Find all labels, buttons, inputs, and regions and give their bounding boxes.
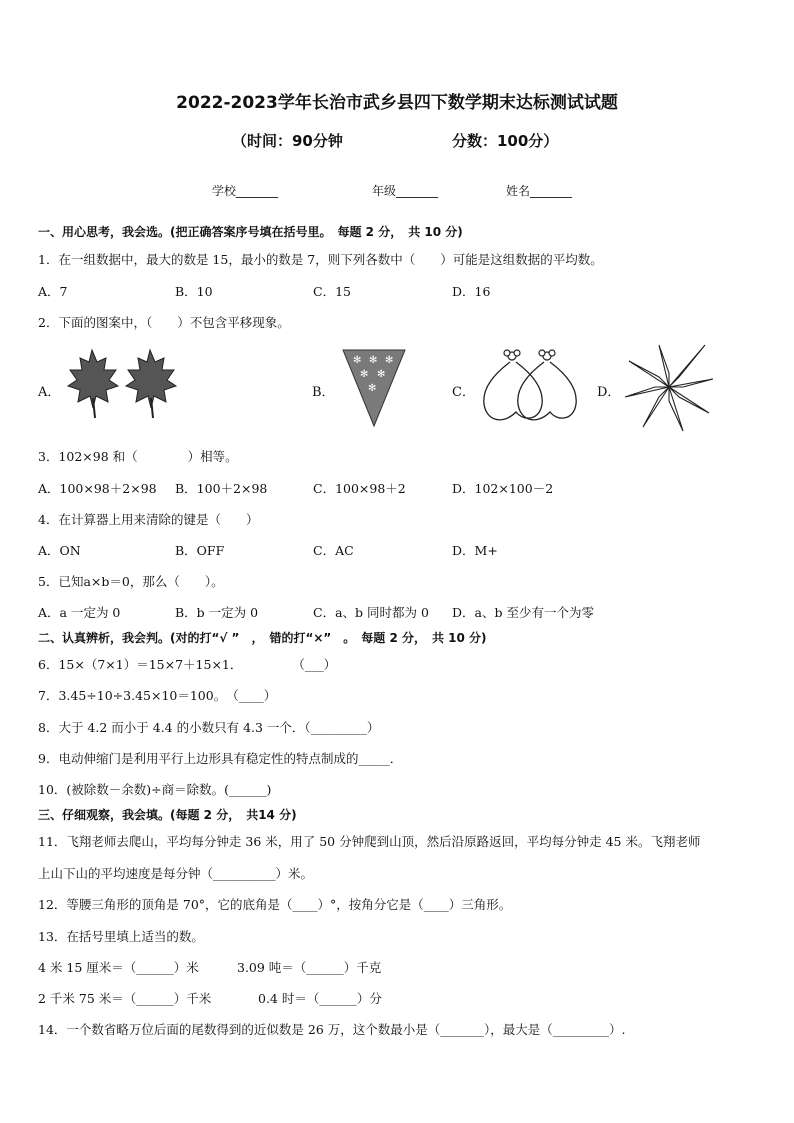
- q1-option-a: A．7: [38, 284, 68, 299]
- svg-text:✻: ✻: [360, 369, 369, 380]
- q5-option-a: A．a 一定为 0: [38, 605, 121, 620]
- q4-option-b: B．OFF: [175, 543, 225, 558]
- question-13-a: 4 米 15 厘米＝（______）米: [38, 960, 199, 975]
- name-field: 姓名_______: [506, 184, 573, 198]
- svg-text:✻: ✻: [369, 355, 378, 366]
- exam-title: 2022-2023学年长治市武乡县四下数学期末达标测试试题: [176, 93, 618, 113]
- section-2-heading: 二、认真辨析，我会判。(对的打“√ ” ， 错的打“×” 。 每题 2 分， 共 10 分): [38, 631, 487, 645]
- q3-option-a: A．100×98＋2×98: [38, 481, 157, 496]
- q4-option-d: D．M+: [452, 543, 498, 558]
- section-3-heading: 三、仔细观察，我会填。(每题 2 分， 共14 分): [38, 808, 297, 822]
- q3-option-b: B．100＋2×98: [175, 481, 268, 496]
- question-3: 3．102×98 和（ ）相等。: [38, 449, 238, 464]
- q1-option-b: B．10: [175, 284, 213, 299]
- q2-label-a: A．: [38, 385, 61, 400]
- svg-text:✻: ✻: [377, 369, 386, 380]
- q2-label-b: B．: [312, 385, 335, 400]
- svg-text:✻: ✻: [368, 383, 377, 394]
- q4-option-a: A．ON: [38, 543, 81, 558]
- q4-option-c: C．AC: [313, 543, 354, 558]
- question-2: 2．下面的图案中，（ ）不包含平移现象。: [38, 315, 290, 330]
- maple-leaf-right: [126, 350, 176, 418]
- snowflake-triangle-figure: [343, 350, 405, 426]
- grade-field: 年级_______: [372, 184, 439, 198]
- question-6: 6．15×（7×1）＝15×7＋15×1． （___）: [38, 657, 337, 672]
- time-limit: （时间：90分钟: [232, 132, 343, 150]
- question-4: 4．在计算器上用来清除的键是（ ）: [38, 512, 259, 527]
- q3-option-c: C．100×98＋2: [313, 481, 406, 496]
- question-13-b: 3.09 吨＝（______）千克: [237, 960, 382, 975]
- pinwheel-figure: [625, 342, 713, 432]
- svg-text:✻: ✻: [353, 355, 362, 366]
- question-8: 8．大于 4.2 而小于 4.4 的小数只有 4.3 一个．（_________）: [38, 720, 380, 735]
- question-1: 1．在一组数据中，最大的数是 15，最小的数是 7，则下列各数中（ ）可能是这组数据的平均数。: [38, 252, 603, 267]
- q2-label-d: D．: [597, 385, 621, 400]
- q3-option-d: D．102×100－2: [452, 481, 554, 496]
- question-13-c: 2 千米 75 米＝（______）千米: [38, 991, 212, 1006]
- q1-option-d: D．16: [452, 284, 491, 299]
- q1-option-c: C．15: [313, 284, 351, 299]
- question-13: 13．在括号里填上适当的数。: [38, 929, 204, 944]
- maple-leaves-figure: [64, 348, 180, 422]
- question-11-line-2: 上山下山的平均速度是每分钟（__________）米。: [38, 866, 314, 881]
- maple-leaf-left: [68, 350, 118, 418]
- svg-text:✻: ✻: [385, 355, 394, 366]
- question-14: 14．一个数省略万位后面的尾数得到的近似数是 26 万，这个数最小是（_______），最大是（_________）.: [38, 1022, 626, 1037]
- question-12: 12．等腰三角形的顶角是 70°，它的底角是（____）°，按角分它是（____）三角形。: [38, 897, 512, 912]
- q5-option-b: B．b 一定为 0: [175, 605, 259, 620]
- school-field: 学校_______: [212, 184, 279, 198]
- question-9: 9．电动伸缩门是利用平行上边形具有稳定性的特点制成的_____．: [38, 751, 403, 766]
- question-10: 10．(被除数－余数)÷商＝除数。(______): [38, 782, 272, 797]
- total-score: 分数：100分）: [452, 132, 559, 150]
- exam-subtitle: [232, 130, 559, 151]
- q2-label-c: C．: [452, 385, 475, 400]
- q5-option-c: C．a、b 同时都为 0: [313, 605, 429, 620]
- question-13-d: 0.4 时＝（______）分: [258, 991, 382, 1006]
- question-11-line-1: 11．飞翔老师去爬山，平均每分钟走 36 米，用了 50 分钟爬到山顶，然后沿原路返回，平均每分钟走 45 米。飞翔老师: [38, 834, 701, 849]
- question-7: 7．3.45÷10÷3.45×10＝100。 （____）: [38, 688, 277, 703]
- section-1-heading: 一、用心思考，我会选。(把正确答案序号填在括号里。 每题 2 分， 共 10 分): [38, 225, 463, 239]
- hen-hearts-figure: [480, 348, 580, 428]
- question-5: 5．已知a×b＝0，那么（ ）。: [38, 574, 224, 589]
- q5-option-d: D．a、b 至少有一个为零: [452, 605, 594, 620]
